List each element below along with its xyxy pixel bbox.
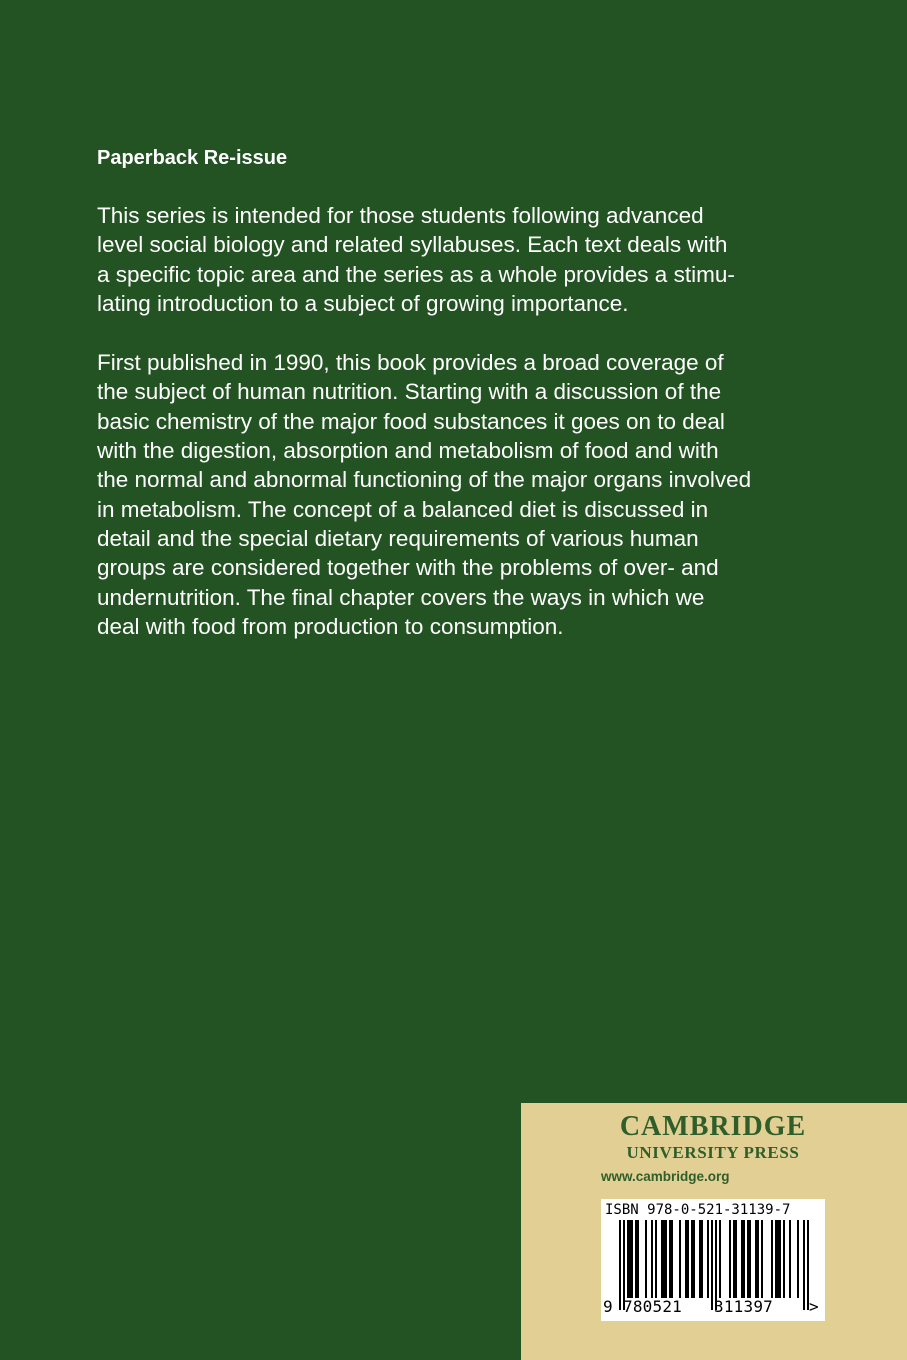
barcode-bar [629, 1220, 631, 1298]
barcode-bar [749, 1220, 751, 1298]
text-line: with the digestion, absorption and metabolism of food and with [97, 438, 719, 464]
barcode-bar [679, 1220, 681, 1298]
barcode-bar [693, 1220, 695, 1298]
book-description [97, 348, 827, 641]
barcode-first-digit: 9 [603, 1297, 613, 1316]
barcode-bar [733, 1220, 735, 1298]
text-line: the normal and abnormal functioning of the major organs involved [97, 467, 752, 493]
barcode-digits [601, 1297, 825, 1319]
text-line: First published in 1990, this book provides a broad coverage of [97, 350, 724, 376]
text-line: level social biology and related syllabuses. Each text deals with [97, 232, 728, 258]
barcode-bar [637, 1220, 639, 1298]
barcode-bar [777, 1220, 779, 1298]
barcode-bar [663, 1220, 665, 1298]
text-line: detail and the special dietary requirements of various human [97, 525, 699, 551]
publisher-logo-name: CAMBRIDGE [619, 1111, 807, 1142]
barcode-bar [741, 1220, 743, 1298]
barcode-bar [661, 1220, 663, 1298]
barcode-right-digits: 311397 [714, 1297, 773, 1316]
text-line: groups are considered together with the problems of over- and [97, 555, 719, 581]
text-line: basic chemistry of the major food substances it goes on to deal [97, 408, 725, 434]
isbn-barcode [601, 1199, 825, 1321]
barcode-bar [779, 1220, 781, 1298]
barcode-bar [691, 1220, 693, 1298]
barcode-bar [635, 1220, 637, 1298]
barcode-bar [631, 1220, 633, 1298]
barcode-bar [735, 1220, 737, 1298]
barcode-bar [671, 1220, 673, 1298]
barcode-bar [743, 1220, 745, 1298]
series-description [97, 201, 827, 318]
text-line: a specific topic area and the series as a whole provides a stimu- [97, 261, 735, 287]
barcode-bar [775, 1220, 777, 1298]
isbn-label: ISBN 978-0-521-31139-7 [605, 1202, 791, 1218]
barcode-bar [757, 1220, 759, 1298]
barcode-bar [685, 1220, 687, 1298]
barcode-bar [747, 1220, 749, 1298]
text-line: the subject of human nutrition. Starting with a discussion of the [97, 379, 722, 405]
barcode-left-digits: 780521 [623, 1297, 682, 1316]
back-cover-text [97, 145, 827, 671]
publisher-panel [521, 1103, 907, 1360]
barcode-bar [665, 1220, 667, 1298]
text-line: deal with food from production to consumption. [97, 613, 564, 639]
barcode-bar [789, 1220, 791, 1298]
barcode-bar [655, 1220, 657, 1298]
barcode-bar [699, 1220, 701, 1298]
barcode-bar [701, 1220, 703, 1298]
barcode-bar [729, 1220, 731, 1298]
barcode-bar [797, 1220, 799, 1298]
barcode-bar [783, 1220, 785, 1298]
text-line: This series is intended for those students following advanced [97, 203, 704, 228]
barcode-bar [719, 1220, 721, 1298]
barcode-bar [651, 1220, 653, 1298]
barcode-bar [669, 1220, 671, 1298]
barcode-bar [771, 1220, 773, 1298]
barcode-bar [755, 1220, 757, 1298]
text-line: lating introduction to a subject of growing importance. [97, 290, 629, 316]
barcode-bar [761, 1220, 763, 1298]
barcode-end-mark: > [809, 1297, 819, 1316]
text-line: undernutrition. The final chapter covers the ways in which we [97, 584, 705, 610]
barcode-bar [627, 1220, 629, 1298]
cover-heading: Paperback Re-issue [97, 147, 288, 169]
text-line: in metabolism. The concept of a balanced diet is discussed in [97, 496, 709, 522]
barcode-bar [687, 1220, 689, 1298]
barcode-bar [645, 1220, 647, 1298]
barcode-bar [707, 1220, 709, 1298]
publisher-logo-press: UNIVERSITY PRESS [626, 1143, 800, 1162]
publisher-website: www.cambridge.org [601, 1169, 730, 1184]
